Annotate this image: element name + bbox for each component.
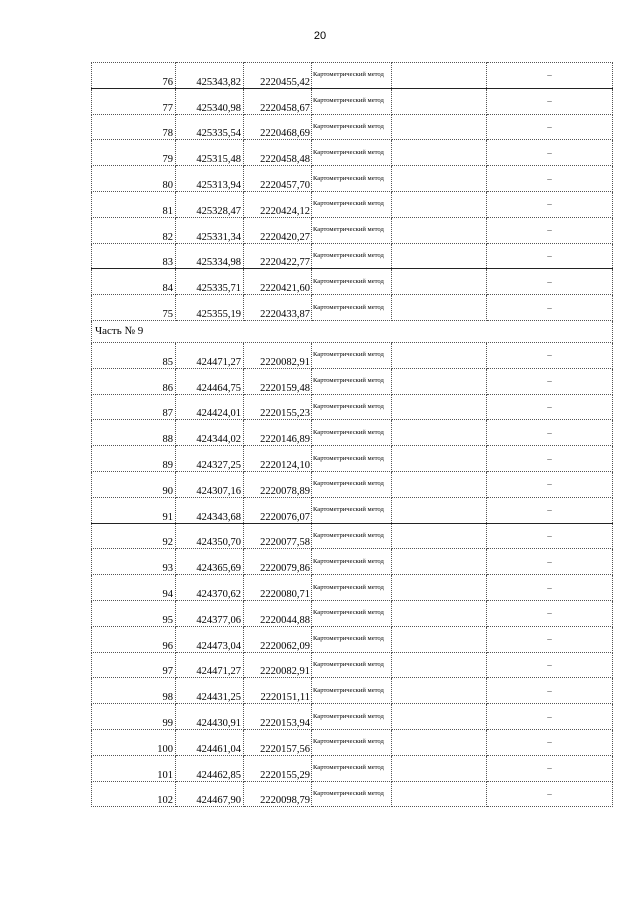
dash-cell: – bbox=[487, 575, 613, 601]
method-cell: Картометрический метод bbox=[312, 368, 392, 394]
coord-x-cell: 424377,06 bbox=[176, 600, 244, 626]
coord-x-cell: 424424,01 bbox=[176, 394, 244, 420]
method-cell: Картометрический метод bbox=[312, 600, 392, 626]
coord-x-cell: 424431,25 bbox=[176, 678, 244, 704]
empty-cell bbox=[392, 217, 487, 243]
table-row bbox=[92, 243, 613, 269]
dash-cell: – bbox=[487, 295, 613, 321]
method-cell: Картометрический метод bbox=[312, 191, 392, 217]
method-cell: Картометрический метод bbox=[312, 652, 392, 678]
empty-cell bbox=[392, 600, 487, 626]
table-row bbox=[92, 394, 613, 420]
table-row bbox=[92, 523, 613, 549]
table-row bbox=[92, 217, 613, 243]
empty-cell bbox=[392, 497, 487, 523]
coord-x-cell: 424471,27 bbox=[176, 342, 244, 368]
dash-cell: – bbox=[487, 446, 613, 472]
dash-cell: – bbox=[487, 269, 613, 295]
table-row bbox=[92, 704, 613, 730]
empty-cell bbox=[392, 678, 487, 704]
table-row bbox=[92, 497, 613, 523]
method-cell: Картометрический метод bbox=[312, 549, 392, 575]
method-cell: Картометрический метод bbox=[312, 626, 392, 652]
point-number-cell: 97 bbox=[92, 652, 176, 678]
point-number-cell: 81 bbox=[92, 191, 176, 217]
table-row bbox=[92, 781, 613, 807]
coord-x-cell: 424370,62 bbox=[176, 575, 244, 601]
dash-cell: – bbox=[487, 140, 613, 166]
coord-y-cell: 2220082,91 bbox=[244, 342, 312, 368]
coord-y-cell: 2220080,71 bbox=[244, 575, 312, 601]
table-row bbox=[92, 63, 613, 89]
dash-cell: – bbox=[487, 755, 613, 781]
empty-cell bbox=[392, 523, 487, 549]
table-row bbox=[92, 471, 613, 497]
coord-x-cell: 424464,75 bbox=[176, 368, 244, 394]
coord-y-cell: 2220420,27 bbox=[244, 217, 312, 243]
point-number-cell: 79 bbox=[92, 140, 176, 166]
coord-y-cell: 2220151,11 bbox=[244, 678, 312, 704]
dash-cell: – bbox=[487, 368, 613, 394]
coord-x-cell: 425335,71 bbox=[176, 269, 244, 295]
empty-cell bbox=[392, 63, 487, 89]
dash-cell: – bbox=[487, 471, 613, 497]
coord-y-cell: 2220458,67 bbox=[244, 88, 312, 114]
coord-x-cell: 425335,54 bbox=[176, 114, 244, 140]
method-cell: Картометрический метод bbox=[312, 497, 392, 523]
dash-cell: – bbox=[487, 600, 613, 626]
table-body-part-8 bbox=[92, 63, 613, 321]
coord-y-cell: 2220457,70 bbox=[244, 166, 312, 192]
empty-cell bbox=[392, 549, 487, 575]
table-row bbox=[92, 575, 613, 601]
dash-cell: – bbox=[487, 781, 613, 807]
method-cell: Картометрический метод bbox=[312, 166, 392, 192]
dash-cell: – bbox=[487, 704, 613, 730]
dash-cell: – bbox=[487, 243, 613, 269]
empty-cell bbox=[392, 781, 487, 807]
method-cell: Картометрический метод bbox=[312, 269, 392, 295]
coord-x-cell: 424344,02 bbox=[176, 420, 244, 446]
coord-x-cell: 424462,85 bbox=[176, 755, 244, 781]
table-row bbox=[92, 549, 613, 575]
coord-y-cell: 2220146,89 bbox=[244, 420, 312, 446]
coord-y-cell: 2220077,58 bbox=[244, 523, 312, 549]
method-cell: Картометрический метод bbox=[312, 295, 392, 321]
point-number-cell: 94 bbox=[92, 575, 176, 601]
method-cell: Картометрический метод bbox=[312, 781, 392, 807]
table-row bbox=[92, 342, 613, 368]
coord-y-cell: 2220098,79 bbox=[244, 781, 312, 807]
dash-cell: – bbox=[487, 729, 613, 755]
empty-cell bbox=[392, 88, 487, 114]
point-number-cell: 85 bbox=[92, 342, 176, 368]
point-number-cell: 77 bbox=[92, 88, 176, 114]
point-number-cell: 82 bbox=[92, 217, 176, 243]
dash-cell: – bbox=[487, 88, 613, 114]
dash-cell: – bbox=[487, 342, 613, 368]
coord-x-cell: 424467,90 bbox=[176, 781, 244, 807]
dash-cell: – bbox=[487, 63, 613, 89]
coord-x-cell: 425355,19 bbox=[176, 295, 244, 321]
section-9-title: Часть № 9 bbox=[92, 320, 613, 342]
point-number-cell: 101 bbox=[92, 755, 176, 781]
point-number-cell: 78 bbox=[92, 114, 176, 140]
coord-y-cell: 2220062,09 bbox=[244, 626, 312, 652]
dash-cell: – bbox=[487, 652, 613, 678]
coord-x-cell: 425343,82 bbox=[176, 63, 244, 89]
section-header-row bbox=[92, 320, 613, 342]
table-row bbox=[92, 191, 613, 217]
coord-y-cell: 2220155,23 bbox=[244, 394, 312, 420]
table-row bbox=[92, 600, 613, 626]
point-number-cell: 75 bbox=[92, 295, 176, 321]
method-cell: Картометрический метод bbox=[312, 140, 392, 166]
point-number-cell: 98 bbox=[92, 678, 176, 704]
method-cell: Картометрический метод bbox=[312, 575, 392, 601]
point-number-cell: 86 bbox=[92, 368, 176, 394]
point-number-cell: 96 bbox=[92, 626, 176, 652]
point-number-cell: 92 bbox=[92, 523, 176, 549]
dash-cell: – bbox=[487, 114, 613, 140]
coord-y-cell: 2220155,29 bbox=[244, 755, 312, 781]
method-cell: Картометрический метод bbox=[312, 394, 392, 420]
method-cell: Картометрический метод bbox=[312, 217, 392, 243]
dash-cell: – bbox=[487, 678, 613, 704]
coord-x-cell: 425313,94 bbox=[176, 166, 244, 192]
method-cell: Картометрический метод bbox=[312, 114, 392, 140]
point-number-cell: 84 bbox=[92, 269, 176, 295]
method-cell: Картометрический метод bbox=[312, 342, 392, 368]
coord-x-cell: 424365,69 bbox=[176, 549, 244, 575]
dash-cell: – bbox=[487, 420, 613, 446]
empty-cell bbox=[392, 755, 487, 781]
table-row bbox=[92, 678, 613, 704]
method-cell: Картометрический метод bbox=[312, 678, 392, 704]
point-number-cell: 93 bbox=[92, 549, 176, 575]
coord-y-cell: 2220076,07 bbox=[244, 497, 312, 523]
dash-cell: – bbox=[487, 166, 613, 192]
coord-x-cell: 424471,27 bbox=[176, 652, 244, 678]
empty-cell bbox=[392, 243, 487, 269]
empty-cell bbox=[392, 394, 487, 420]
table-row bbox=[92, 88, 613, 114]
method-cell: Картометрический метод bbox=[312, 523, 392, 549]
table-row bbox=[92, 140, 613, 166]
empty-cell bbox=[392, 704, 487, 730]
coord-y-cell: 2220421,60 bbox=[244, 269, 312, 295]
point-number-cell: 87 bbox=[92, 394, 176, 420]
empty-cell bbox=[392, 575, 487, 601]
coord-y-cell: 2220044,88 bbox=[244, 600, 312, 626]
method-cell: Картометрический метод bbox=[312, 471, 392, 497]
table-body-part-9 bbox=[92, 342, 613, 806]
point-number-cell: 90 bbox=[92, 471, 176, 497]
point-number-cell: 89 bbox=[92, 446, 176, 472]
point-number-cell: 99 bbox=[92, 704, 176, 730]
coord-y-cell: 2220455,42 bbox=[244, 63, 312, 89]
coord-x-cell: 425340,98 bbox=[176, 88, 244, 114]
empty-cell bbox=[392, 342, 487, 368]
dash-cell: – bbox=[487, 497, 613, 523]
table-row bbox=[92, 626, 613, 652]
coord-y-cell: 2220079,86 bbox=[244, 549, 312, 575]
method-cell: Картометрический метод bbox=[312, 88, 392, 114]
empty-cell bbox=[392, 269, 487, 295]
coord-y-cell: 2220153,94 bbox=[244, 704, 312, 730]
method-cell: Картометрический метод bbox=[312, 755, 392, 781]
table-row bbox=[92, 446, 613, 472]
method-cell: Картометрический метод bbox=[312, 729, 392, 755]
coord-y-cell: 2220078,89 bbox=[244, 471, 312, 497]
empty-cell bbox=[392, 652, 487, 678]
empty-cell bbox=[392, 166, 487, 192]
coord-x-cell: 424473,04 bbox=[176, 626, 244, 652]
empty-cell bbox=[392, 140, 487, 166]
table-row bbox=[92, 295, 613, 321]
empty-cell bbox=[392, 729, 487, 755]
coord-y-cell: 2220082,91 bbox=[244, 652, 312, 678]
table-row bbox=[92, 755, 613, 781]
method-cell: Картометрический метод bbox=[312, 243, 392, 269]
coord-x-cell: 424350,70 bbox=[176, 523, 244, 549]
dash-cell: – bbox=[487, 626, 613, 652]
point-number-cell: 88 bbox=[92, 420, 176, 446]
section-header-group bbox=[92, 320, 613, 342]
coord-y-cell: 2220468,69 bbox=[244, 114, 312, 140]
point-number-cell: 100 bbox=[92, 729, 176, 755]
point-number-cell: 83 bbox=[92, 243, 176, 269]
point-number-cell: 76 bbox=[92, 63, 176, 89]
page-number: 20 bbox=[313, 30, 327, 42]
method-cell: Картометрический метод bbox=[312, 446, 392, 472]
point-number-cell: 80 bbox=[92, 166, 176, 192]
table-row bbox=[92, 269, 613, 295]
table-row bbox=[92, 368, 613, 394]
dash-cell: – bbox=[487, 523, 613, 549]
coord-y-cell: 2220422,77 bbox=[244, 243, 312, 269]
method-cell: Картометрический метод bbox=[312, 63, 392, 89]
coord-y-cell: 2220159,48 bbox=[244, 368, 312, 394]
coord-y-cell: 2220424,12 bbox=[244, 191, 312, 217]
coord-x-cell: 424343,68 bbox=[176, 497, 244, 523]
empty-cell bbox=[392, 368, 487, 394]
empty-cell bbox=[392, 446, 487, 472]
coordinates-table bbox=[91, 62, 613, 807]
coord-y-cell: 2220433,87 bbox=[244, 295, 312, 321]
coord-x-cell: 425328,47 bbox=[176, 191, 244, 217]
point-number-cell: 102 bbox=[92, 781, 176, 807]
table-row bbox=[92, 729, 613, 755]
dash-cell: – bbox=[487, 549, 613, 575]
coord-x-cell: 424461,04 bbox=[176, 729, 244, 755]
method-cell: Картометрический метод bbox=[312, 704, 392, 730]
method-cell: Картометрический метод bbox=[312, 420, 392, 446]
table-row bbox=[92, 166, 613, 192]
empty-cell bbox=[392, 114, 487, 140]
dash-cell: – bbox=[487, 394, 613, 420]
empty-cell bbox=[392, 420, 487, 446]
coord-x-cell: 424430,91 bbox=[176, 704, 244, 730]
point-number-cell: 91 bbox=[92, 497, 176, 523]
empty-cell bbox=[392, 295, 487, 321]
coord-x-cell: 425315,48 bbox=[176, 140, 244, 166]
coord-y-cell: 2220124,10 bbox=[244, 446, 312, 472]
coord-x-cell: 425331,34 bbox=[176, 217, 244, 243]
coord-x-cell: 425334,98 bbox=[176, 243, 244, 269]
dash-cell: – bbox=[487, 191, 613, 217]
empty-cell bbox=[392, 191, 487, 217]
table-row bbox=[92, 114, 613, 140]
coord-x-cell: 424307,16 bbox=[176, 471, 244, 497]
coord-y-cell: 2220157,56 bbox=[244, 729, 312, 755]
table-row bbox=[92, 420, 613, 446]
empty-cell bbox=[392, 471, 487, 497]
empty-cell bbox=[392, 626, 487, 652]
point-number-cell: 95 bbox=[92, 600, 176, 626]
dash-cell: – bbox=[487, 217, 613, 243]
table-row bbox=[92, 652, 613, 678]
coord-x-cell: 424327,25 bbox=[176, 446, 244, 472]
coord-y-cell: 2220458,48 bbox=[244, 140, 312, 166]
